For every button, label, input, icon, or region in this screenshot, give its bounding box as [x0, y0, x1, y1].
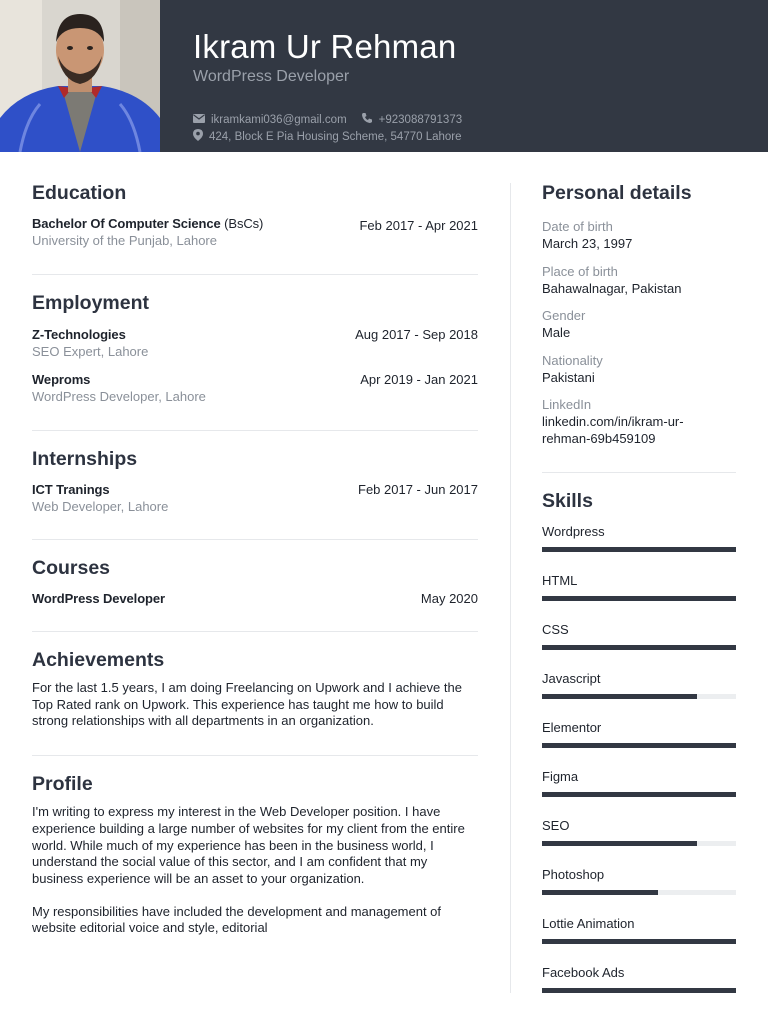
skill-level-fill: [542, 596, 736, 601]
skill-level-fill: [542, 547, 736, 552]
section-heading: Employment: [32, 292, 150, 314]
internship-item: [32, 482, 478, 514]
skill-item: [542, 965, 736, 993]
main-column: [32, 152, 478, 937]
skill-item: [542, 769, 736, 797]
internship-role: Web Developer, Lahore: [32, 499, 169, 514]
section-heading: Skills: [542, 490, 593, 512]
internships-section: [32, 448, 478, 514]
skill-level-bar: [542, 743, 736, 748]
skill-name: Elementor: [542, 720, 602, 735]
detail-label: Date of birth: [542, 219, 613, 234]
skill-name: Photoshop: [542, 867, 605, 882]
detail-value: Male: [542, 325, 571, 340]
skill-level-fill: [542, 939, 736, 944]
skill-item: [542, 622, 736, 650]
detail-value: March 23, 1997: [542, 236, 633, 251]
achievements-text: For the last 1.5 years, I am doing Freelancing on Upwork and I achieve the Top Rated rank on Upwork. This experience has taught me how to build strong relationships with all departments in an organization.: [32, 680, 462, 729]
skill-item: [542, 671, 736, 699]
skill-name: CSS: [542, 622, 569, 637]
phone-icon: [361, 112, 373, 127]
skill-level-fill: [542, 694, 697, 699]
skill-item: [542, 524, 736, 552]
profile-paragraph: My responsibilities have included the development and management of website editorial voice and style, editorial: [32, 903, 442, 936]
personal-detail: [542, 308, 736, 342]
job-role: WordPress Developer, Lahore: [32, 389, 206, 404]
contact-line: [193, 112, 462, 127]
skill-name: Javascript: [542, 671, 601, 686]
skill-level-bar: [542, 890, 736, 895]
profile-photo: [0, 0, 160, 152]
course-title: WordPress Developer: [32, 591, 165, 606]
employment-item: [32, 372, 478, 404]
profile-section: [32, 773, 478, 937]
degree-title: Bachelor Of Computer Science: [32, 216, 221, 231]
skill-level-fill: [542, 841, 697, 846]
personal-detail: [542, 397, 736, 447]
address-text: 424, Block E Pia Housing Scheme, 54770 Lahore: [209, 130, 462, 143]
degree-abbrev: (BsCs): [224, 216, 264, 231]
profile-paragraph: I'm writing to express my interest in the Web Developer position. I have experience building a large number of websites for my client from the entire world. While much of my experience has been in the business world, I understand the social value of this sector, and I am confident that my business experience will be an asset to your organization.: [32, 804, 465, 886]
detail-label: Gender: [542, 308, 586, 323]
candidate-title: WordPress Developer: [193, 68, 350, 85]
internship-org: ICT Tranings: [32, 482, 110, 497]
skill-name: Wordpress: [542, 524, 605, 539]
skill-level-bar: [542, 645, 736, 650]
skill-level-bar: [542, 841, 736, 846]
skill-level-bar: [542, 988, 736, 993]
sidebar-column: [542, 152, 736, 993]
section-heading: Profile: [32, 773, 93, 796]
skill-level-fill: [542, 645, 736, 650]
email-link[interactable]: ikramkami036@gmail.com: [211, 113, 347, 126]
skill-name: HTML: [542, 573, 578, 588]
skill-level-fill: [542, 890, 658, 895]
address-line: [193, 129, 462, 144]
column-divider: [510, 183, 511, 993]
education-date: Feb 2017 - Apr 2021: [359, 218, 478, 233]
detail-label: Place of birth: [542, 263, 618, 279]
personal-detail: [542, 264, 736, 298]
skill-item: [542, 867, 736, 895]
courses-section: [32, 557, 478, 606]
skill-item: [542, 720, 736, 748]
achievements-section: [32, 649, 478, 730]
envelope-icon: [193, 114, 205, 126]
skill-level-bar: [542, 939, 736, 944]
section-heading: Achievements: [32, 649, 165, 671]
skill-item: [542, 916, 736, 944]
personal-detail: [542, 353, 736, 387]
detail-value: Pakistani: [542, 369, 595, 385]
employment-item: [32, 327, 478, 359]
course-item: [32, 591, 478, 606]
course-date: May 2020: [420, 591, 478, 606]
education-item: [32, 216, 478, 248]
detail-label: Nationality: [542, 352, 603, 368]
skill-level-bar: [542, 596, 736, 601]
skills-list: [542, 524, 736, 993]
section-heading: Courses: [32, 557, 111, 579]
job-role: SEO Expert, Lahore: [32, 344, 149, 359]
linkedin-link[interactable]: linkedin.com/in/ikram-ur-rehman-69b459109: [542, 414, 684, 446]
skill-name: SEO: [542, 818, 570, 833]
employer-name: Weproms: [32, 372, 91, 387]
institution: University of the Punjab, Lahore: [32, 233, 217, 248]
skill-level-fill: [542, 792, 736, 797]
employer-name: Z-Technologies: [32, 327, 126, 342]
skill-item: [542, 573, 736, 601]
skill-level-bar: [542, 547, 736, 552]
detail-value: Bahawalnagar, Pakistan: [542, 280, 682, 296]
skill-item: [542, 818, 736, 846]
personal-detail: [542, 219, 736, 253]
skill-name: Lottie Animation: [542, 916, 635, 931]
candidate-name: Ikram Ur Rehman: [193, 28, 457, 65]
skill-level-fill: [542, 743, 736, 748]
employment-section: [32, 292, 478, 404]
education-section: [32, 182, 478, 248]
profile-photo-illustration: [0, 0, 160, 152]
employment-date: Aug 2017 - Sep 2018: [355, 327, 478, 342]
skill-level-bar: [542, 694, 736, 699]
skill-name: Figma: [542, 769, 579, 784]
section-heading: Education: [32, 182, 127, 204]
skill-name: Facebook Ads: [542, 965, 625, 980]
employment-date: Apr 2019 - Jan 2021: [360, 372, 478, 387]
detail-label: LinkedIn: [542, 397, 592, 412]
section-heading: Personal details: [542, 182, 692, 204]
section-heading: Internships: [32, 448, 138, 470]
resume-header: [0, 0, 768, 152]
internship-date: Feb 2017 - Jun 2017: [358, 482, 478, 497]
phone-link[interactable]: +923088791373: [378, 113, 463, 126]
skill-level-fill: [542, 988, 736, 993]
location-pin-icon: [193, 129, 203, 144]
skill-level-bar: [542, 792, 736, 797]
